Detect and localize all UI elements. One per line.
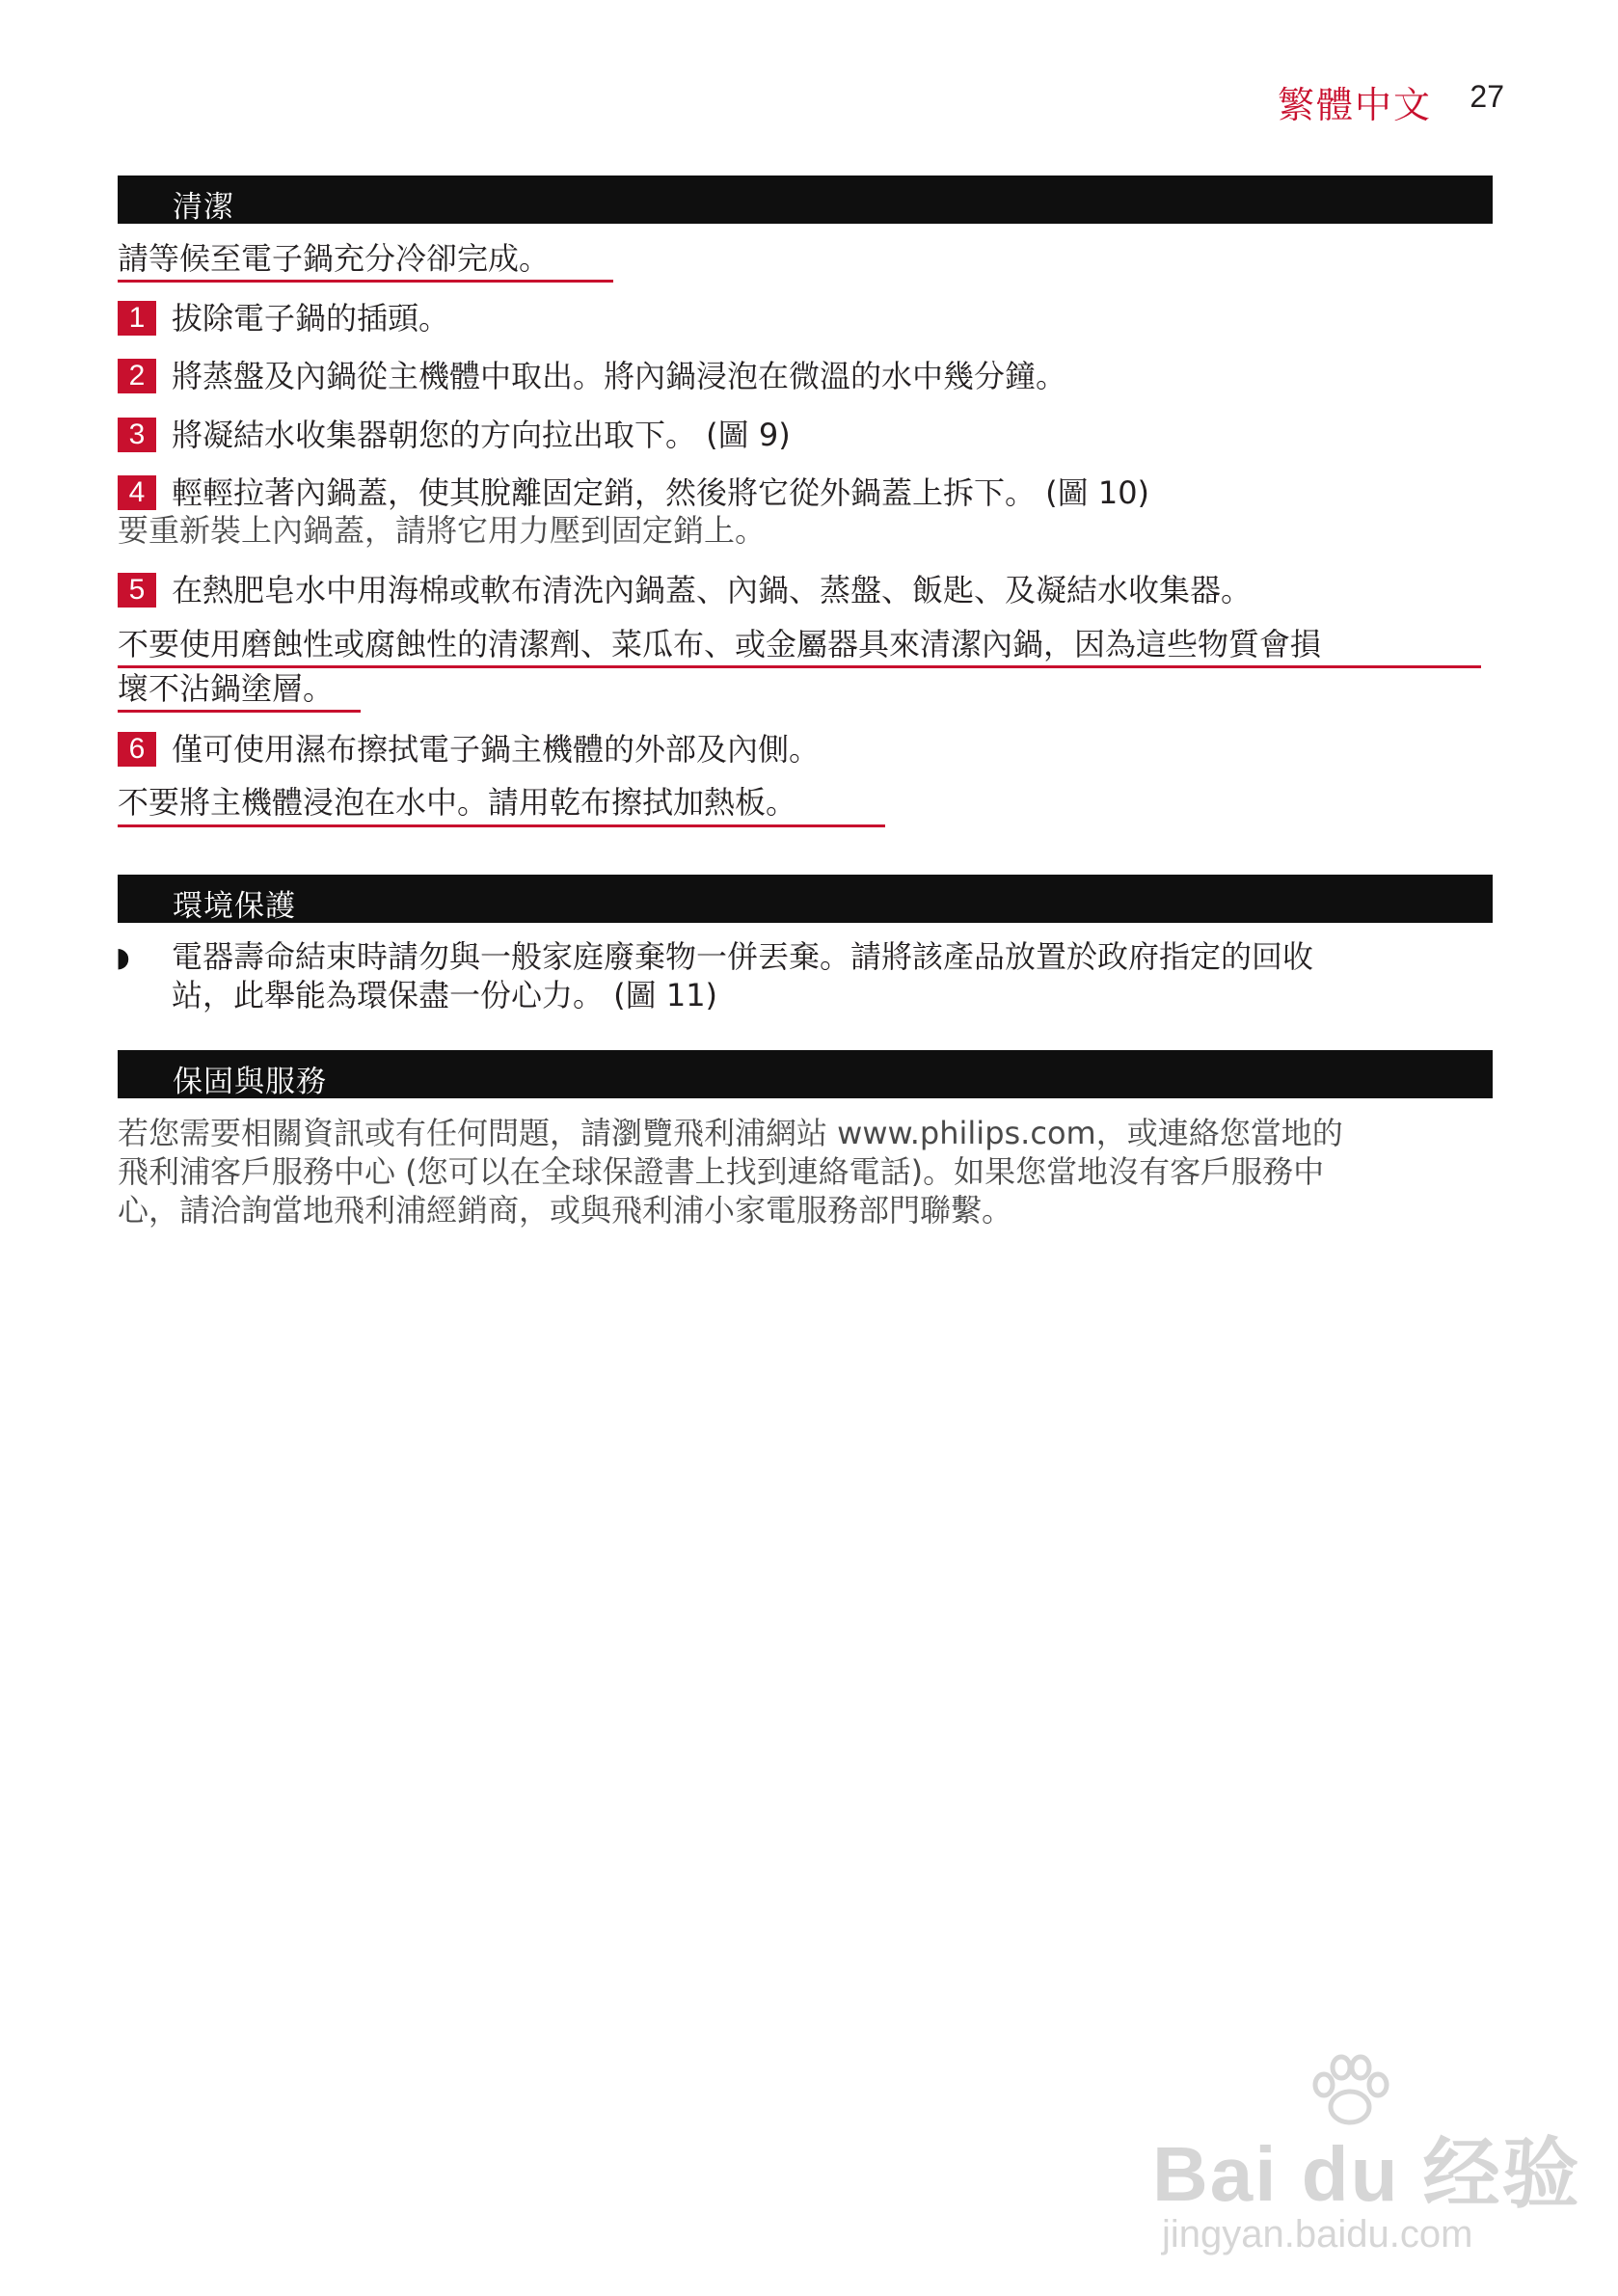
step-number: 4 — [118, 475, 156, 510]
watermark-url: jingyan.baidu.com — [1162, 2213, 1473, 2255]
step-number: 6 — [118, 732, 156, 767]
text-line: 飛利浦客戶服務中心 (您可以在全球保證書上找到連絡電話)。如果您當地沒有客戶服務中 — [118, 1153, 1325, 1190]
abrasive-warning-line-1: 不要使用磨蝕性或腐蝕性的清潔劑、菜瓜布、或金屬器具來清潔內鍋，因為這些物質會損 — [118, 626, 1322, 662]
abrasive-warning-line-2: 壞不沾鍋塗層。 — [118, 670, 335, 707]
step-number: 3 — [118, 418, 156, 452]
baidu-watermark — [1152, 2054, 1581, 2255]
note-underline — [118, 824, 885, 827]
step-number: 2 — [118, 359, 156, 393]
section-title: 保固與服務 — [173, 1065, 327, 1099]
note-underline — [118, 710, 361, 713]
section-heading-cleaning — [118, 176, 1493, 224]
warranty-paragraph — [118, 1114, 1506, 1229]
step-number: 1 — [118, 301, 156, 336]
note-underline — [118, 280, 613, 283]
step-text: 僅可使用濕布擦拭電子鍋主機體的外部及內側。 — [172, 731, 821, 768]
watermark-logo: Bai du 经验 — [1152, 2131, 1581, 2217]
environment-text — [172, 937, 1313, 1014]
step-4-note: 要重新裝上內鍋蓋，請將它用力壓到固定銷上。 — [118, 512, 767, 549]
step-number: 5 — [118, 573, 156, 608]
bullet-icon: ◗ — [116, 941, 130, 973]
page-number: 27 — [1470, 79, 1504, 114]
immerse-warning: 不要將主機體浸泡在水中。請用乾布擦拭加熱板。 — [118, 784, 797, 821]
step-text: 將蒸盤及內鍋從主機體中取出。將內鍋浸泡在微溫的水中幾分鐘。 — [172, 358, 1067, 394]
section-title: 清潔 — [173, 190, 234, 225]
text-line: 心，請洽詢當地飛利浦經銷商，或與飛利浦小家電服務部門聯繫。 — [118, 1192, 1013, 1229]
step-text: 拔除電子鍋的插頭。 — [172, 300, 450, 337]
section-title: 環境保護 — [173, 889, 296, 924]
section-heading-environment — [118, 875, 1493, 923]
page-header — [1254, 75, 1504, 126]
section-heading-warranty — [118, 1050, 1493, 1098]
text-line: 站，此舉能為環保盡一份心力。 (圖 11) — [172, 977, 718, 1013]
text-line: 若您需要相關資訊或有任何問題，請瀏覽飛利浦網站 www.philips.com，或連絡您當地的 — [118, 1115, 1343, 1151]
step-text: 在熱肥皂水中用海棉或軟布清洗內鍋蓋、內鍋、蒸盤、飯匙、及凝結水收集器。 — [172, 572, 1253, 608]
language-label: 繁體中文 — [1277, 84, 1432, 126]
cooldown-note: 請等候至電子鍋充分冷卻完成。 — [118, 240, 551, 277]
text-line: 電器壽命結束時請勿與一般家庭廢棄物一併丟棄。請將該產品放置於政府指定的回收 — [172, 938, 1314, 975]
step-text: 將凝結水收集器朝您的方向拉出取下。 (圖 9) — [172, 417, 791, 453]
step-text: 輕輕拉著內鍋蓋，使其脫離固定銷，然後將它從外鍋蓋上拆下。 (圖 10) — [172, 474, 1150, 511]
